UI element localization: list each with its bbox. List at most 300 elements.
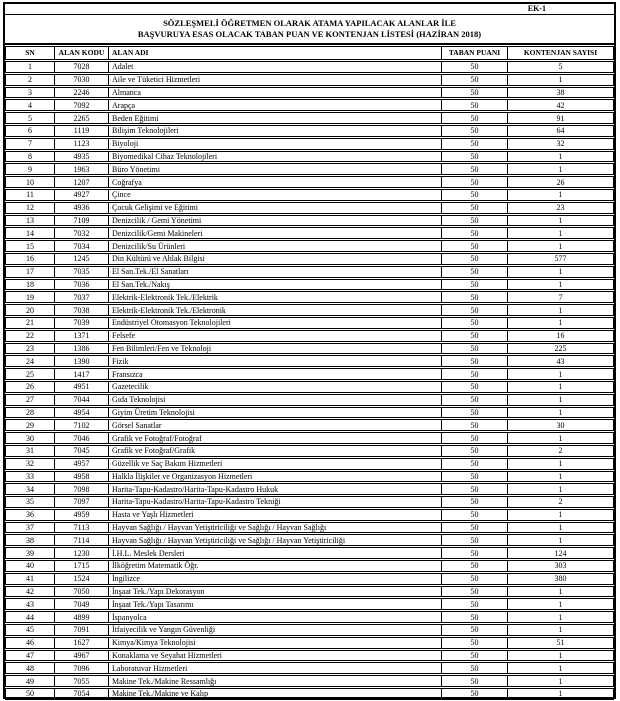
table-row (5, 547, 614, 559)
cell-alan-kodu: 1524 (54, 573, 108, 585)
cell-alan-kodu: 4957 (54, 458, 108, 470)
cell-alan-kodu: 4936 (54, 202, 108, 214)
cell-kontenjan-sayisi: 16 (507, 330, 614, 342)
cell-alan-kodu: 7054 (54, 688, 108, 700)
cell-alan-adi: Beden Eğitimi (108, 112, 441, 124)
cell-kontenjan-sayisi: 38 (507, 87, 614, 99)
table-row (5, 381, 614, 393)
table-row (5, 176, 614, 188)
cell-alan-adi: İtfaiyecilik ve Yangın Güvenliği (108, 624, 441, 636)
cell-kontenjan-sayisi: 1 (507, 407, 614, 419)
table-row (5, 99, 614, 111)
cell-kontenjan-sayisi: 577 (507, 253, 614, 265)
cell-taban-puani: 50 (441, 534, 507, 546)
cell-alan-adi: Fransızca (108, 368, 441, 380)
areas-table (5, 43, 614, 701)
cell-sn: 9 (5, 163, 54, 175)
cell-alan-adi: El San.Tek./El Sanatları (108, 266, 441, 278)
table-row (5, 266, 614, 278)
cell-kontenjan-sayisi: 64 (507, 125, 614, 137)
cell-sn: 26 (5, 381, 54, 393)
cell-kontenjan-sayisi: 1 (507, 586, 614, 598)
cell-sn: 35 (5, 496, 54, 508)
cell-taban-puani: 50 (441, 189, 507, 201)
cell-alan-kodu: 7034 (54, 240, 108, 252)
cell-sn: 40 (5, 560, 54, 572)
cell-alan-adi: İngilizce (108, 573, 441, 585)
cell-alan-adi: Laboratuvar Hizmetleri (108, 662, 441, 674)
cell-kontenjan-sayisi: 1 (507, 611, 614, 623)
cell-taban-puani: 50 (441, 112, 507, 124)
cell-taban-puani: 50 (441, 138, 507, 150)
cell-alan-adi: Gazetecilik (108, 381, 441, 393)
table-row (5, 534, 614, 546)
cell-kontenjan-sayisi: 1 (507, 151, 614, 163)
cell-alan-kodu: 1627 (54, 637, 108, 649)
cell-alan-kodu: 4967 (54, 650, 108, 662)
cell-sn: 21 (5, 317, 54, 329)
cell-taban-puani: 50 (441, 253, 507, 265)
table-row (5, 637, 614, 649)
cell-sn: 32 (5, 458, 54, 470)
cell-kontenjan-sayisi: 1 (507, 279, 614, 291)
corner-label: EK-1 (527, 4, 546, 13)
table-row (5, 189, 614, 201)
cell-alan-kodu: 1715 (54, 560, 108, 572)
cell-alan-kodu: 4951 (54, 381, 108, 393)
table-row (5, 202, 614, 214)
cell-taban-puani: 50 (441, 87, 507, 99)
cell-sn: 44 (5, 611, 54, 623)
cell-alan-adi: Felsefe (108, 330, 441, 342)
cell-kontenjan-sayisi: 124 (507, 547, 614, 559)
cell-kontenjan-sayisi: 1 (507, 227, 614, 239)
cell-taban-puani: 50 (441, 279, 507, 291)
cell-taban-puani: 50 (441, 650, 507, 662)
cell-alan-adi: Güzellik ve Saç Bakım Hizmetleri (108, 458, 441, 470)
cell-alan-adi: Konaklama ve Seyahat Hizmetleri (108, 650, 441, 662)
cell-alan-kodu: 7044 (54, 394, 108, 406)
cell-alan-adi: Endüstriyel Otomasyon Teknolojileri (108, 317, 441, 329)
cell-taban-puani: 50 (441, 496, 507, 508)
cell-taban-puani: 50 (441, 151, 507, 163)
cell-kontenjan-sayisi: 32 (507, 138, 614, 150)
cell-sn: 11 (5, 189, 54, 201)
cell-kontenjan-sayisi: 1 (507, 509, 614, 521)
cell-alan-kodu: 7113 (54, 522, 108, 534)
table-row (5, 112, 614, 124)
cell-sn: 3 (5, 87, 54, 99)
cell-alan-kodu: 1230 (54, 547, 108, 559)
cell-sn: 48 (5, 662, 54, 674)
cell-taban-puani: 50 (441, 483, 507, 495)
table-row (5, 215, 614, 227)
cell-alan-adi: Coğrafya (108, 176, 441, 188)
cell-kontenjan-sayisi: 1 (507, 394, 614, 406)
table-row (5, 586, 614, 598)
cell-taban-puani: 50 (441, 163, 507, 175)
cell-alan-adi: Biyoloji (108, 138, 441, 150)
cell-taban-puani: 50 (441, 330, 507, 342)
cell-kontenjan-sayisi: 1 (507, 215, 614, 227)
cell-kontenjan-sayisi: 1 (507, 317, 614, 329)
cell-kontenjan-sayisi: 225 (507, 343, 614, 355)
cell-alan-adi: Almanca (108, 87, 441, 99)
cell-alan-adi: Denizcilik/Gemi Makineleri (108, 227, 441, 239)
cell-taban-puani: 50 (441, 662, 507, 674)
cell-alan-kodu: 7091 (54, 624, 108, 636)
cell-sn: 10 (5, 176, 54, 188)
cell-alan-kodu: 2265 (54, 112, 108, 124)
cell-alan-kodu: 4959 (54, 509, 108, 521)
cell-alan-adi: Büro Yönetimi (108, 163, 441, 175)
cell-taban-puani: 50 (441, 74, 507, 86)
column-header-kontenjan-sayisi: KONTENJAN SAYISI (507, 46, 614, 60)
cell-kontenjan-sayisi: 1 (507, 522, 614, 534)
cell-kontenjan-sayisi: 1 (507, 74, 614, 86)
cell-kontenjan-sayisi: 2 (507, 496, 614, 508)
cell-kontenjan-sayisi: 1 (507, 675, 614, 687)
cell-taban-puani: 50 (441, 445, 507, 457)
cell-alan-kodu: 1245 (54, 253, 108, 265)
cell-kontenjan-sayisi: 1 (507, 381, 614, 393)
cell-alan-adi: Harita-Tapu-Kadastro/Harita-Tapu-Kadastro Hukuk (108, 483, 441, 495)
cell-kontenjan-sayisi: 42 (507, 99, 614, 111)
cell-taban-puani: 50 (441, 471, 507, 483)
document-title (5, 15, 614, 43)
table-row (5, 163, 614, 175)
table-header-row (5, 46, 614, 60)
cell-kontenjan-sayisi: 1 (507, 163, 614, 175)
cell-alan-kodu: 7037 (54, 291, 108, 303)
cell-taban-puani: 50 (441, 432, 507, 444)
cell-sn: 13 (5, 215, 54, 227)
cell-sn: 17 (5, 266, 54, 278)
cell-kontenjan-sayisi: 1 (507, 458, 614, 470)
cell-sn: 42 (5, 586, 54, 598)
cell-alan-kodu: 1207 (54, 176, 108, 188)
cell-kontenjan-sayisi: 1 (507, 598, 614, 610)
cell-taban-puani: 50 (441, 611, 507, 623)
cell-alan-adi: Aile ve Tüketici Hizmetleri (108, 74, 441, 86)
cell-taban-puani: 50 (441, 355, 507, 367)
table-row (5, 138, 614, 150)
cell-taban-puani: 50 (441, 215, 507, 227)
cell-alan-adi: Elektrik-Elektronik Tek./Elektrik (108, 291, 441, 303)
table-row (5, 125, 614, 137)
cell-sn: 22 (5, 330, 54, 342)
table-row (5, 650, 614, 662)
table-row (5, 509, 614, 521)
cell-sn: 14 (5, 227, 54, 239)
cell-taban-puani: 50 (441, 99, 507, 111)
corner-label-row (5, 4, 614, 15)
cell-sn: 29 (5, 419, 54, 431)
cell-kontenjan-sayisi: 1 (507, 432, 614, 444)
cell-kontenjan-sayisi: 23 (507, 202, 614, 214)
cell-sn: 12 (5, 202, 54, 214)
cell-alan-kodu: 4935 (54, 151, 108, 163)
cell-alan-adi: Hayvan Sağlığı / Hayvan Yetiştiriciliği ve Sağlığı / Hayvan Yetiştiriciliği (108, 534, 441, 546)
table-row (5, 611, 614, 623)
table-row (5, 432, 614, 444)
table-row (5, 522, 614, 534)
cell-alan-adi: Hasta ve Yaşlı Hizmetleri (108, 509, 441, 521)
cell-taban-puani: 50 (441, 522, 507, 534)
cell-alan-kodu: 7039 (54, 317, 108, 329)
cell-alan-kodu: 7097 (54, 496, 108, 508)
cell-sn: 2 (5, 74, 54, 86)
cell-alan-kodu: 7035 (54, 266, 108, 278)
cell-alan-kodu: 7055 (54, 675, 108, 687)
cell-taban-puani: 50 (441, 266, 507, 278)
cell-alan-adi: El San.Tek./Nakış (108, 279, 441, 291)
cell-sn: 24 (5, 355, 54, 367)
cell-alan-adi: İnşaat Tek./Yapı Dekorasyon (108, 586, 441, 598)
cell-kontenjan-sayisi: 7 (507, 291, 614, 303)
cell-taban-puani: 50 (441, 125, 507, 137)
cell-alan-adi: Makine Tek./Makine ve Kalıp (108, 688, 441, 700)
cell-taban-puani: 50 (441, 509, 507, 521)
cell-sn: 39 (5, 547, 54, 559)
cell-alan-kodu: 1386 (54, 343, 108, 355)
cell-alan-adi: Fen Bilimleri/Fen ve Teknoloji (108, 343, 441, 355)
cell-alan-adi: Fizik (108, 355, 441, 367)
table-row (5, 394, 614, 406)
cell-sn: 25 (5, 368, 54, 380)
cell-taban-puani: 50 (441, 317, 507, 329)
column-header-taban-puani: TABAN PUANI (441, 46, 507, 60)
cell-alan-adi: Harita-Tapu-Kadastro/Harita-Tapu-Kadastro Tekniği (108, 496, 441, 508)
table-row (5, 227, 614, 239)
cell-taban-puani: 50 (441, 547, 507, 559)
cell-sn: 20 (5, 304, 54, 316)
cell-kontenjan-sayisi: 91 (507, 112, 614, 124)
cell-alan-adi: Giyim Üretim Teknolojisi (108, 407, 441, 419)
cell-sn: 6 (5, 125, 54, 137)
cell-alan-adi: Din Kültürü ve Ahlak Bilgisi (108, 253, 441, 265)
cell-sn: 47 (5, 650, 54, 662)
cell-sn: 1 (5, 61, 54, 73)
cell-alan-adi: Adalet (108, 61, 441, 73)
table-row (5, 445, 614, 457)
cell-alan-kodu: 1417 (54, 368, 108, 380)
cell-taban-puani: 50 (441, 573, 507, 585)
cell-taban-puani: 50 (441, 586, 507, 598)
cell-alan-kodu: 7049 (54, 598, 108, 610)
table-row (5, 458, 614, 470)
cell-alan-kodu: 1371 (54, 330, 108, 342)
cell-taban-puani: 50 (441, 598, 507, 610)
cell-alan-adi: Hayvan Sağlığı / Hayvan Yetiştiriciliği ve Sağlığı / Hayvan Sağlığı (108, 522, 441, 534)
cell-alan-adi: İ.H.L. Meslek Dersleri (108, 547, 441, 559)
column-header-alan-adi: ALAN ADI (108, 46, 441, 60)
cell-sn: 18 (5, 279, 54, 291)
cell-kontenjan-sayisi: 30 (507, 419, 614, 431)
cell-sn: 23 (5, 343, 54, 355)
table-row (5, 688, 614, 700)
cell-alan-kodu: 4899 (54, 611, 108, 623)
table-row (5, 151, 614, 163)
cell-taban-puani: 50 (441, 61, 507, 73)
cell-alan-adi: Çince (108, 189, 441, 201)
cell-kontenjan-sayisi: 51 (507, 637, 614, 649)
cell-kontenjan-sayisi: 1 (507, 368, 614, 380)
table-row (5, 419, 614, 431)
table-row (5, 343, 614, 355)
cell-alan-adi: Bilişim Teknolojileri (108, 125, 441, 137)
cell-alan-kodu: 1119 (54, 125, 108, 137)
cell-kontenjan-sayisi: 1 (507, 662, 614, 674)
cell-taban-puani: 50 (441, 407, 507, 419)
cell-sn: 4 (5, 99, 54, 111)
cell-kontenjan-sayisi: 1 (507, 534, 614, 546)
cell-alan-kodu: 4927 (54, 189, 108, 201)
cell-alan-adi: Denizcilik / Gemi Yönetimi (108, 215, 441, 227)
table-row (5, 74, 614, 86)
cell-sn: 31 (5, 445, 54, 457)
cell-alan-adi: Halkla İlişkiler ve Organizasyon Hizmetleri (108, 471, 441, 483)
cell-taban-puani: 50 (441, 560, 507, 572)
cell-alan-kodu: 7102 (54, 419, 108, 431)
table-row (5, 407, 614, 419)
table-row (5, 291, 614, 303)
table-row (5, 304, 614, 316)
cell-taban-puani: 50 (441, 675, 507, 687)
cell-taban-puani: 50 (441, 688, 507, 700)
cell-kontenjan-sayisi: 1 (507, 650, 614, 662)
cell-sn: 37 (5, 522, 54, 534)
cell-alan-adi: Denizcilik/Su Ürünleri (108, 240, 441, 252)
cell-sn: 15 (5, 240, 54, 252)
table-row (5, 471, 614, 483)
table-row (5, 496, 614, 508)
title-line-1: SÖZLEŞMELİ ÖĞRETMEN OLARAK ATAMA YAPILACAK ALANLAR İLE (163, 18, 456, 28)
table-row (5, 355, 614, 367)
cell-sn: 27 (5, 394, 54, 406)
table-row (5, 317, 614, 329)
cell-alan-kodu: 7092 (54, 99, 108, 111)
cell-alan-kodu: 7050 (54, 586, 108, 598)
cell-alan-kodu: 7036 (54, 279, 108, 291)
cell-alan-adi: Grafik ve Fotoğraf/Grafik (108, 445, 441, 457)
table-row (5, 368, 614, 380)
cell-sn: 33 (5, 471, 54, 483)
cell-alan-kodu: 4954 (54, 407, 108, 419)
cell-sn: 50 (5, 688, 54, 700)
cell-sn: 19 (5, 291, 54, 303)
cell-sn: 34 (5, 483, 54, 495)
cell-alan-adi: Çocuk Gelişimi ve Eğitimi (108, 202, 441, 214)
cell-alan-adi: Makine Tek./Makine Ressamlığı (108, 675, 441, 687)
column-header-alan-kodu: ALAN KODU (54, 46, 108, 60)
cell-alan-adi: İspanyolca (108, 611, 441, 623)
cell-sn: 16 (5, 253, 54, 265)
cell-taban-puani: 50 (441, 176, 507, 188)
cell-alan-adi: Biyomedikal Cihaz Teknolojileri (108, 151, 441, 163)
table-row (5, 662, 614, 674)
cell-alan-adi: Elektrik-Elektronik Tek./Elektronik (108, 304, 441, 316)
cell-taban-puani: 50 (441, 343, 507, 355)
cell-kontenjan-sayisi: 5 (507, 61, 614, 73)
cell-sn: 45 (5, 624, 54, 636)
column-header-sn: SN (5, 46, 54, 60)
cell-alan-kodu: 7028 (54, 61, 108, 73)
cell-kontenjan-sayisi: 1 (507, 688, 614, 700)
table-row (5, 598, 614, 610)
cell-sn: 8 (5, 151, 54, 163)
cell-kontenjan-sayisi: 1 (507, 189, 614, 201)
cell-alan-kodu: 7038 (54, 304, 108, 316)
cell-alan-kodu: 4958 (54, 471, 108, 483)
cell-taban-puani: 50 (441, 240, 507, 252)
cell-alan-kodu: 7109 (54, 215, 108, 227)
table-row (5, 240, 614, 252)
cell-sn: 41 (5, 573, 54, 585)
table-row (5, 87, 614, 99)
cell-taban-puani: 50 (441, 202, 507, 214)
cell-taban-puani: 50 (441, 624, 507, 636)
cell-alan-kodu: 2246 (54, 87, 108, 99)
cell-kontenjan-sayisi: 1 (507, 240, 614, 252)
cell-alan-kodu: 7032 (54, 227, 108, 239)
cell-kontenjan-sayisi: 303 (507, 560, 614, 572)
cell-sn: 5 (5, 112, 54, 124)
cell-kontenjan-sayisi: 1 (507, 471, 614, 483)
table-row (5, 253, 614, 265)
cell-kontenjan-sayisi: 26 (507, 176, 614, 188)
cell-taban-puani: 50 (441, 381, 507, 393)
cell-taban-puani: 50 (441, 227, 507, 239)
cell-kontenjan-sayisi: 380 (507, 573, 614, 585)
cell-sn: 7 (5, 138, 54, 150)
cell-alan-kodu: 7098 (54, 483, 108, 495)
cell-alan-adi: Arapça (108, 99, 441, 111)
cell-alan-adi: Gıda Teknolojisi (108, 394, 441, 406)
table-row (5, 61, 614, 73)
cell-sn: 28 (5, 407, 54, 419)
cell-sn: 49 (5, 675, 54, 687)
cell-alan-kodu: 7045 (54, 445, 108, 457)
cell-alan-kodu: 7030 (54, 74, 108, 86)
table-row (5, 675, 614, 687)
cell-sn: 46 (5, 637, 54, 649)
cell-taban-puani: 50 (441, 458, 507, 470)
table-row (5, 330, 614, 342)
title-line-2: BAŞVURUYA ESAS OLACAK TABAN PUAN VE KONTENJAN LİSTESİ (HAZİRAN 2018) (137, 29, 482, 39)
cell-sn: 38 (5, 534, 54, 546)
table-row (5, 279, 614, 291)
cell-taban-puani: 50 (441, 368, 507, 380)
cell-alan-kodu: 1123 (54, 138, 108, 150)
cell-alan-kodu: 7096 (54, 662, 108, 674)
table-body (5, 61, 614, 700)
cell-alan-kodu: 1963 (54, 163, 108, 175)
cell-taban-puani: 50 (441, 637, 507, 649)
table-row (5, 624, 614, 636)
cell-alan-adi: İnşaat Tek./Yapı Tasarımı (108, 598, 441, 610)
table-row (5, 573, 614, 585)
cell-alan-kodu: 7046 (54, 432, 108, 444)
cell-taban-puani: 50 (441, 394, 507, 406)
cell-kontenjan-sayisi: 1 (507, 483, 614, 495)
cell-taban-puani: 50 (441, 304, 507, 316)
cell-alan-adi: Grafik ve Fotoğraf/Fotoğraf (108, 432, 441, 444)
cell-sn: 36 (5, 509, 54, 521)
cell-kontenjan-sayisi: 1 (507, 624, 614, 636)
cell-kontenjan-sayisi: 1 (507, 266, 614, 278)
cell-sn: 43 (5, 598, 54, 610)
